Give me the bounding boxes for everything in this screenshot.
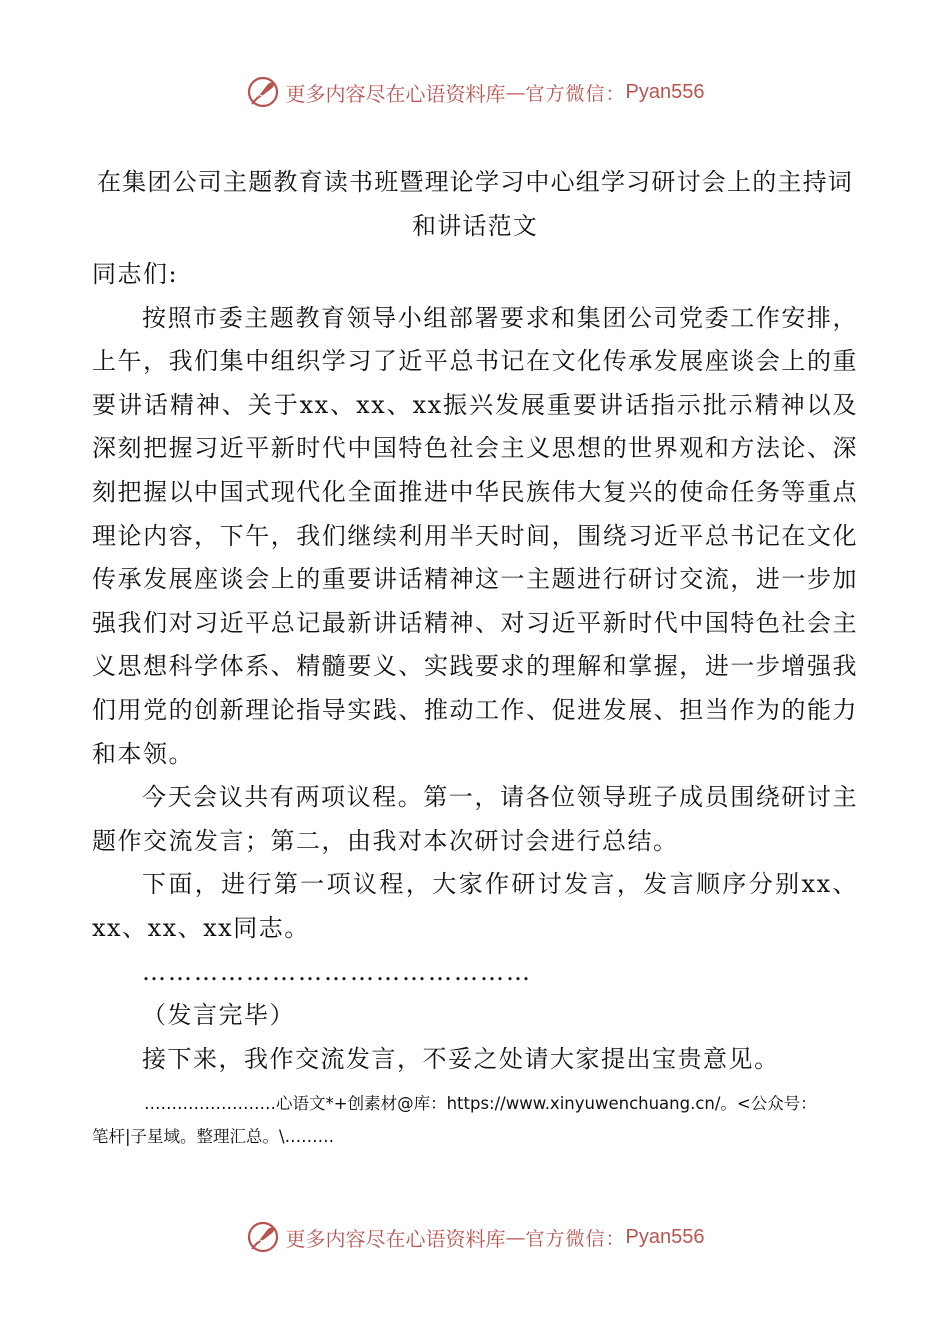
header-banner [0, 72, 950, 112]
banner-separator: — [505, 1225, 526, 1249]
banner-main-text: 更多内容尽在心语资料库 [285, 81, 506, 106]
document-title: 在集团公司主题教育读书班暨理论学习中心组学习研讨会上的主持词和讲话范文 [97, 168, 853, 240]
banner-wechat-id: Pyan556 [625, 80, 705, 103]
banner-wechat-id: Pyan556 [625, 1225, 705, 1248]
banner-wechat-label: 官方微信： [525, 1227, 626, 1250]
paragraph-3: 下面，进行第一项议程，大家作研讨发言，发言顺序分别xx、xx、xx、xx同志。 [92, 870, 858, 942]
source-note-line-2: 笔杆|子星域。整理汇总。\……… [92, 1127, 335, 1146]
banner-wechat-label: 官方微信： [525, 82, 626, 105]
salutation: 同志们: [92, 260, 179, 288]
banner-separator: — [505, 80, 526, 104]
document-body [92, 253, 858, 1081]
ellipsis-line: ……………………………………… [142, 957, 532, 986]
banner-main-text: 更多内容尽在心语资料库 [285, 1226, 506, 1251]
quill-pen-logo-icon [246, 75, 280, 109]
paragraph-1: 按照市委主题教育领导小组部署要求和集团公司党委工作安排，上午，我们集中组织学习了近平总书记在文化传承发展座谈会上的重要讲话精神、关于xx、xx、xx振兴发展重要讲话指示批示精神以及深刻把握习近平新时代中国特色社会主义思想的世界观和方法论、深刻把握以中国式现代化全面推进中华民族伟大复兴的使命任务等重点理论内容，下午，我们继续利用半天时间，围绕习近平总书记在文化传承发展座谈会上的重要讲话精神这一主题进行研讨交流，进一步加强我们对习近平总记最新讲话精神、对习近平新时代中国特色社会主义思想科学体系、精髓要义、实践要求的理解和掌握，进一步增强我们用党的创新理论指导实践、推动工作、促进发展、担当作为的能力和本领。 [92, 303, 858, 768]
paragraph-2: 今天会议共有两项议程。第一，请各位领导班子成员围绕研讨主题作交流发言；第二，由我对本次研讨会进行总结。 [92, 783, 858, 855]
source-note [92, 1087, 858, 1153]
quill-pen-logo-icon [246, 1220, 280, 1254]
footer-banner [0, 1217, 950, 1257]
source-note-line-1: ……………………心语文*+创素材@库：https://www.xinyuwenchuang.cn/。<公众号： [144, 1094, 817, 1113]
remark-line: （发言完毕） [142, 1001, 295, 1030]
closing-line: 接下来，我作交流发言，不妥之处请大家提出宝贵意见。 [142, 1044, 780, 1073]
